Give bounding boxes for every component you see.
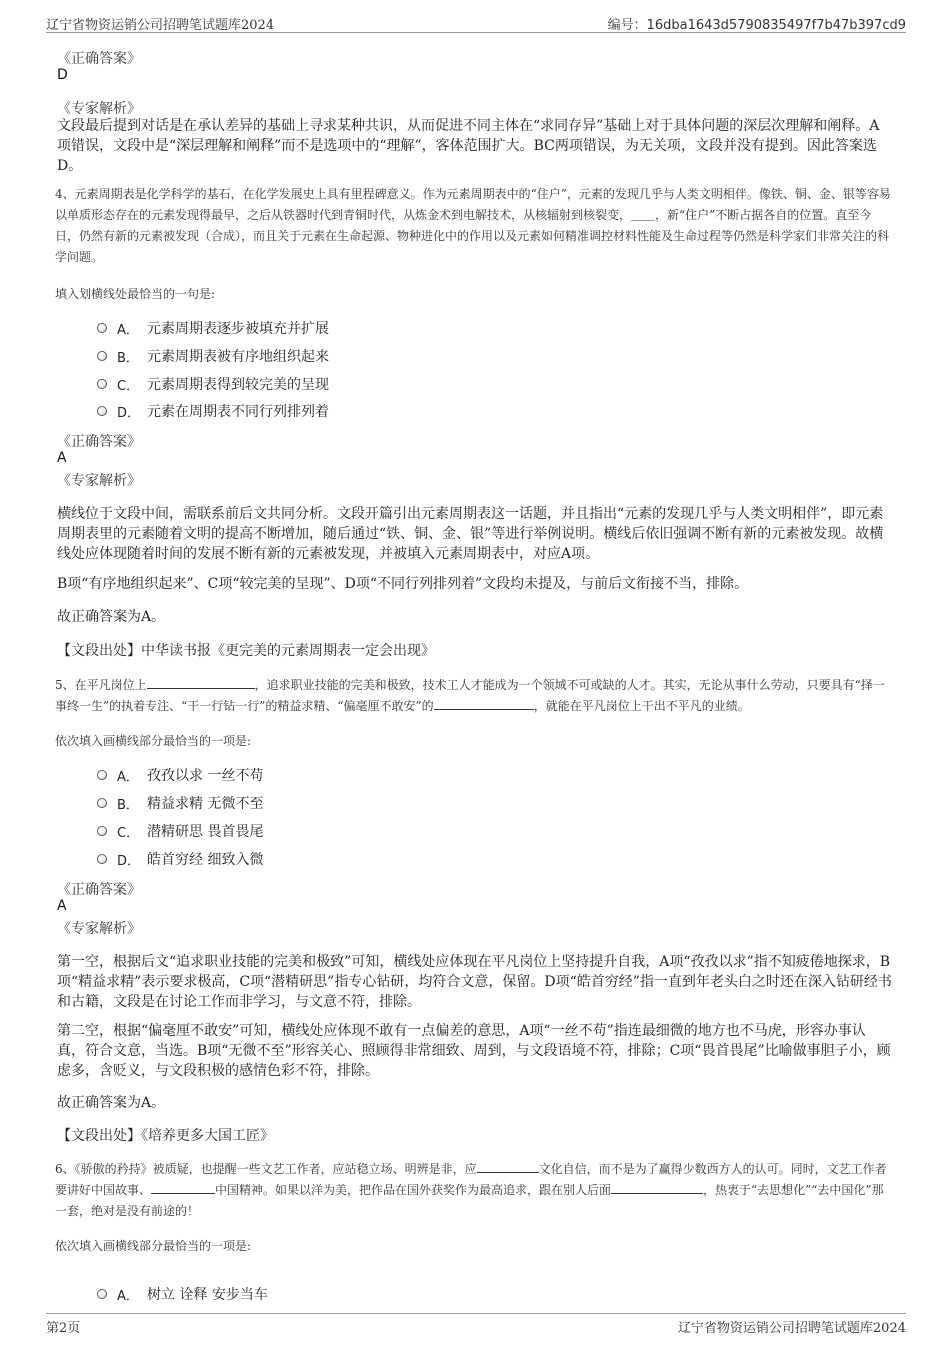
option-letter: C．: [117, 825, 140, 841]
radio-icon[interactable]: [97, 770, 107, 780]
radio-icon[interactable]: [97, 323, 107, 333]
option-letter: B．: [117, 350, 139, 366]
option-letter: A．: [117, 322, 139, 338]
stem-text: ，就能在平凡岗位上干出不平凡的业绩。: [533, 699, 750, 713]
stem-text: ，追求职业技能的完美和极致，技术工人才能成为一个领域不可或缺的人才。其实，无论从事什么劳动，只要具有“择一事终一生”的执着专注、“干一行钻一行”的精益求精、“偏毫厘不敢安”的: [55, 678, 885, 713]
option-text: 元素在周期表不同行列排列着: [147, 404, 329, 420]
option-letter: B．: [117, 797, 139, 813]
expert-analysis-label: 《专家解析》: [57, 101, 141, 117]
radio-icon[interactable]: [97, 798, 107, 808]
option-c[interactable]: [97, 820, 263, 842]
stem-text: ，热衷于“去思想化”“去中国化”那一套，绝对是没有前途的！: [55, 1183, 884, 1218]
radio-icon[interactable]: [97, 351, 107, 361]
option-b[interactable]: [97, 345, 329, 367]
radio-icon[interactable]: [97, 1289, 107, 1299]
option-letter: C．: [117, 378, 140, 394]
option-a[interactable]: [97, 317, 329, 339]
radio-icon[interactable]: [97, 854, 107, 864]
header-title: 辽宁省物资运销公司招聘笔试题库2024: [46, 18, 275, 33]
option-d[interactable]: [97, 848, 263, 870]
question-instruction: 填入划横线处最恰当的一句是:: [55, 287, 216, 301]
option-text: 树立 诠释 安步当车: [147, 1287, 268, 1303]
option-a[interactable]: [97, 764, 263, 786]
correct-answer-label: 《正确答案》: [57, 51, 141, 67]
correct-answer-value: A: [57, 898, 67, 914]
expert-analysis-text: B项“有序地组织起来”、C项“较完美的呈现”、D项“不同行列排列着”文段均未提及，与前后文衔接不当，排除。: [57, 576, 749, 592]
expert-analysis-label: 《专家解析》: [57, 921, 141, 937]
question-stem: [55, 675, 895, 717]
correct-answer-value: A: [57, 450, 67, 466]
expert-analysis-label: 《专家解析》: [57, 473, 141, 489]
option-c[interactable]: [97, 373, 329, 395]
expert-analysis-text: 第一空，根据后文“追求职业技能的完美和极致”可知，横线处应体现在平凡岗位上坚持提升自我，A项“孜孜以求”指不知疲倦地探求，B项“精益求精”表示要求极高，C项“潜精研思”指专心钻研，均符合文意，保留。D项“皓首穷经”指一直到年老头白之时还在深入钻研经书和古籍，文段是在讨论工作而非学习，与文意不符，排除。: [57, 954, 892, 1010]
fill-blank: [147, 676, 255, 689]
expert-analysis-conclusion: 故正确答案为A。: [57, 609, 166, 625]
page-number: 第2页: [46, 1321, 81, 1336]
question-instruction: 依次填入画横线部分最恰当的一项是:: [55, 734, 252, 748]
option-d[interactable]: [97, 400, 329, 422]
expert-analysis-text: 文段最后提到对话是在承认差异的基础上寻求某种共识，从而促进不同主体在“求同存异”基础上对于具体问题的深层次理解和阐释。A项错误，文段中是“深层理解和阐释”而不是选项中的“理解”，客体范围扩大。BC两项错误，为无关项，文段并没有提到。因此答案选D。: [57, 118, 880, 174]
option-text: 元素周期表逐步被填充并扩展: [147, 321, 329, 337]
expert-analysis-text: 第二空，根据“偏毫厘不敢安”可知，横线处应体现不敢有一点偏差的意思，A项“一丝不苟”指连最细微的地方也不马虎，形容办事认真，符合文意，当选。B项“无微不至”形容关心、照顾得非常细致、周到，与文段语境不符，排除；C项“畏首畏尾”比喻做事胆子小，顾虑多，含贬义，与文段积极的感情色彩不符，排除。: [57, 1023, 891, 1079]
fill-blank: [151, 1181, 215, 1194]
option-letter: D．: [117, 405, 141, 421]
stem-text: 文化自信，而不是为了赢得少数西方人的认可。同时，文艺工作者要讲好中国故事、: [55, 1162, 887, 1197]
stem-text: 6、《骄傲的矜持》被质疑，也提醒一些文艺工作者，应站稳立场、明辨是非，应: [55, 1162, 477, 1176]
option-letter: A．: [117, 1288, 139, 1304]
correct-answer-label: 《正确答案》: [57, 434, 141, 450]
question-stem: 4、元素周期表是化学科学的基石，在化学发展史上具有里程碑意义。作为元素周期表中的“住户”，元素的发现几乎与人类文明相伴。像铁、铜、金、银等容易以单质形态存在的元素发现得最早，之后从铁器时代到青铜时代，从炼金术到电解技术，从核辐射到核裂变，＿＿，新“住户”不断占据各自的位置。直至今日，仍然有新的元素被发现（合成），而且关于元素在生命起源、物种进化中的作用以及元素如何精准调控材料性能及生命过程等仍然是科学家们非常关注的科学问题。: [55, 187, 891, 264]
option-b[interactable]: [97, 792, 263, 814]
correct-answer-label: 《正确答案》: [57, 882, 141, 898]
option-text: 孜孜以求 一丝不苟: [147, 768, 264, 784]
option-letter: D．: [117, 853, 141, 869]
option-text: 元素周期表被有序地组织起来: [147, 349, 329, 365]
fill-blank: [611, 1181, 703, 1194]
radio-icon[interactable]: [97, 379, 107, 389]
option-text: 潜精研思 畏首畏尾: [147, 824, 264, 840]
expert-analysis-conclusion: 故正确答案为A。: [57, 1095, 166, 1111]
option-a[interactable]: [97, 1283, 268, 1305]
radio-icon[interactable]: [97, 406, 107, 416]
question-stem: [55, 1159, 895, 1222]
option-text: 皓首穷经 细致入微: [147, 852, 264, 868]
footer-title: 辽宁省物资运销公司招聘笔试题库2024: [677, 1321, 906, 1336]
page-header: [46, 12, 906, 33]
option-text: 元素周期表得到较完美的呈现: [147, 377, 329, 393]
stem-text: 中国精神。如果以洋为美，把作品在国外获奖作为最高追求，跟在别人后面: [215, 1183, 612, 1197]
correct-answer-value: D: [57, 67, 68, 83]
source-citation: 【文段出处】《培养更多大国工匠》: [57, 1128, 274, 1144]
option-letter: A．: [117, 769, 139, 785]
expert-analysis-text: 横线位于文段中间，需联系前后文共同分析。文段开篇引出元素周期表这一话题，并且指出“元素的发现几乎与人类文明相伴”，即元素周期表里的元素随着文明的提高不断增加，随后通过“铁、铜、金、银”等进行举例说明。横线后依旧强调不断有新的元素被发现。故横线处应体现随着时间的发展不断有新的元素被发现，并被填入元素周期表中，对应A项。: [57, 506, 884, 562]
fill-blank: [477, 1160, 539, 1173]
fill-blank: [434, 697, 534, 710]
document-code: 编号：16dba1643d5790835497f7b47b397cd9: [607, 18, 906, 33]
radio-icon[interactable]: [97, 826, 107, 836]
option-text: 精益求精 无微不至: [147, 796, 264, 812]
page-footer: [46, 1313, 906, 1334]
stem-text: 5、在平凡岗位上: [55, 678, 147, 692]
question-instruction: 依次填入画横线部分最恰当的一项是:: [55, 1239, 252, 1253]
source-citation: 【文段出处】中华读书报《更完美的元素周期表一定会出现》: [57, 643, 435, 659]
